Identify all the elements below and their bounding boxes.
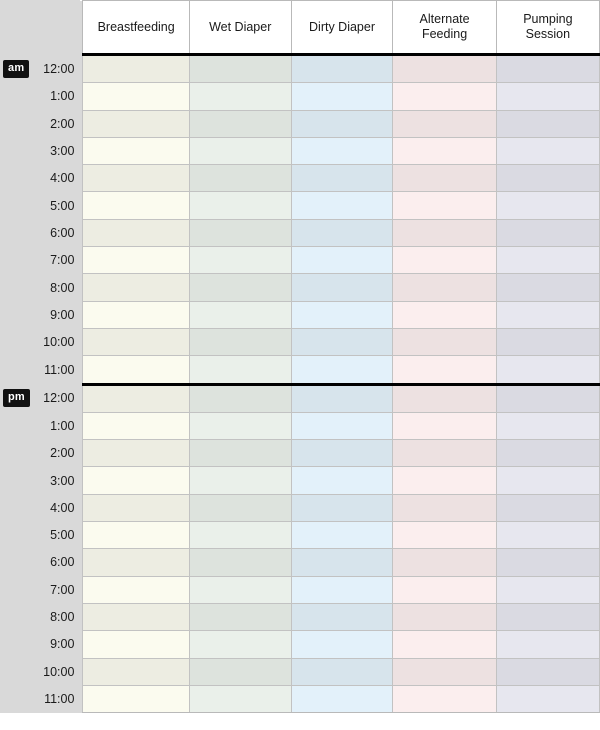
cell-breastfeeding-pm-700[interactable]	[83, 576, 189, 603]
cell-alternate-feeding-am-400[interactable]	[393, 165, 496, 192]
cell-pumping-session-pm-1000[interactable]	[496, 658, 599, 685]
tracker-row	[0, 467, 600, 494]
cell-breastfeeding-am-1000[interactable]	[83, 328, 189, 355]
cell-alternate-feeding-pm-300[interactable]	[393, 467, 496, 494]
time-label-pm-100	[0, 412, 83, 439]
cell-alternate-feeding-am-200[interactable]	[393, 110, 496, 137]
cell-pumping-session-pm-100[interactable]	[496, 412, 599, 439]
cell-alternate-feeding-am-1200[interactable]	[393, 55, 496, 83]
cell-dirty-diaper-am-1200[interactable]	[291, 55, 393, 83]
cell-wet-diaper-pm-100[interactable]	[189, 412, 291, 439]
period-badge-pm: pm	[3, 389, 30, 407]
cell-pumping-session-am-500[interactable]	[496, 192, 599, 219]
cell-pumping-session-pm-700[interactable]	[496, 576, 599, 603]
tracker-row	[0, 110, 600, 137]
cell-dirty-diaper-pm-400[interactable]	[291, 494, 393, 521]
cell-dirty-diaper-am-200[interactable]	[291, 110, 393, 137]
cell-dirty-diaper-am-400[interactable]	[291, 165, 393, 192]
tracker-row	[0, 522, 600, 549]
time-label-am-400	[0, 165, 83, 192]
cell-alternate-feeding-pm-100[interactable]	[393, 412, 496, 439]
cell-wet-diaper-am-600[interactable]	[189, 219, 291, 246]
cell-breastfeeding-am-800[interactable]	[83, 274, 189, 301]
cell-alternate-feeding-am-300[interactable]	[393, 137, 496, 164]
cell-dirty-diaper-pm-1000[interactable]	[291, 658, 393, 685]
time-label-text: 7:00	[50, 582, 75, 597]
tracker-row	[0, 55, 600, 83]
cell-breastfeeding-am-900[interactable]	[83, 301, 189, 328]
cell-dirty-diaper-pm-900[interactable]	[291, 631, 393, 658]
cell-breastfeeding-am-200[interactable]	[83, 110, 189, 137]
cell-wet-diaper-am-500[interactable]	[189, 192, 291, 219]
cell-wet-diaper-pm-200[interactable]	[189, 440, 291, 467]
cell-wet-diaper-am-700[interactable]	[189, 247, 291, 274]
corner-cell	[0, 1, 83, 55]
cell-dirty-diaper-am-600[interactable]	[291, 219, 393, 246]
tracker-row	[0, 384, 600, 412]
cell-dirty-diaper-pm-100[interactable]	[291, 412, 393, 439]
cell-alternate-feeding-pm-1000[interactable]	[393, 658, 496, 685]
cell-pumping-session-am-1200[interactable]	[496, 55, 599, 83]
cell-breastfeeding-am-400[interactable]	[83, 165, 189, 192]
cell-alternate-feeding-am-800[interactable]	[393, 274, 496, 301]
time-label-pm-700	[0, 576, 83, 603]
cell-wet-diaper-am-800[interactable]	[189, 274, 291, 301]
time-label-am-200	[0, 110, 83, 137]
cell-wet-diaper-pm-600[interactable]	[189, 549, 291, 576]
cell-dirty-diaper-pm-800[interactable]	[291, 603, 393, 630]
cell-breastfeeding-pm-1000[interactable]	[83, 658, 189, 685]
tracker-row	[0, 165, 600, 192]
tracker-row	[0, 356, 600, 384]
cell-wet-diaper-am-1200[interactable]	[189, 55, 291, 83]
time-label-pm-800	[0, 603, 83, 630]
time-label-text: 8:00	[50, 610, 75, 625]
cell-pumping-session-am-200[interactable]	[496, 110, 599, 137]
cell-breastfeeding-am-500[interactable]	[83, 192, 189, 219]
tracker-row	[0, 83, 600, 110]
cell-pumping-session-pm-400[interactable]	[496, 494, 599, 521]
tracker-row	[0, 631, 600, 658]
cell-breastfeeding-pm-300[interactable]	[83, 467, 189, 494]
cell-wet-diaper-pm-800[interactable]	[189, 603, 291, 630]
cell-breastfeeding-pm-600[interactable]	[83, 549, 189, 576]
time-label-text: 11:00	[44, 362, 75, 377]
time-label-pm-900	[0, 631, 83, 658]
cell-pumping-session-am-100[interactable]	[496, 83, 599, 110]
cell-dirty-diaper-am-700[interactable]	[291, 247, 393, 274]
time-label-text: 4:00	[50, 500, 75, 515]
cell-wet-diaper-am-100[interactable]	[189, 83, 291, 110]
cell-pumping-session-pm-300[interactable]	[496, 467, 599, 494]
cell-pumping-session-am-300[interactable]	[496, 137, 599, 164]
time-label-text: 6:00	[50, 555, 75, 570]
tracker-row	[0, 658, 600, 685]
cell-dirty-diaper-am-300[interactable]	[291, 137, 393, 164]
time-label-text: 2:00	[50, 446, 75, 461]
tracker-row	[0, 412, 600, 439]
cell-wet-diaper-pm-900[interactable]	[189, 631, 291, 658]
time-label-pm-300	[0, 467, 83, 494]
cell-wet-diaper-pm-1100[interactable]	[189, 685, 291, 712]
cell-alternate-feeding-am-700[interactable]	[393, 247, 496, 274]
cell-dirty-diaper-am-1100[interactable]	[291, 356, 393, 384]
tracker-row	[0, 440, 600, 467]
cell-alternate-feeding-am-1100[interactable]	[393, 356, 496, 384]
time-label-text: 3:00	[50, 473, 75, 488]
cell-pumping-session-am-1000[interactable]	[496, 328, 599, 355]
tracker-row	[0, 685, 600, 712]
time-label-am-100	[0, 83, 83, 110]
cell-pumping-session-pm-800[interactable]	[496, 603, 599, 630]
tracker-row	[0, 137, 600, 164]
cell-pumping-session-pm-500[interactable]	[496, 522, 599, 549]
cell-dirty-diaper-am-800[interactable]	[291, 274, 393, 301]
time-label-text: 10:00	[43, 664, 75, 679]
time-label-am-800	[0, 274, 83, 301]
tracker-row	[0, 328, 600, 355]
time-label-pm-1200	[0, 384, 83, 412]
cell-pumping-session-pm-900[interactable]	[496, 631, 599, 658]
time-label-pm-400	[0, 494, 83, 521]
cell-pumping-session-am-700[interactable]	[496, 247, 599, 274]
cell-pumping-session-am-400[interactable]	[496, 165, 599, 192]
cell-dirty-diaper-am-900[interactable]	[291, 301, 393, 328]
time-label-pm-200	[0, 440, 83, 467]
cell-alternate-feeding-am-900[interactable]	[393, 301, 496, 328]
header-row	[0, 1, 600, 55]
time-label-am-1200	[0, 55, 83, 83]
cell-dirty-diaper-am-100[interactable]	[291, 83, 393, 110]
column-header-alternate-feeding: Alternate Feeding	[393, 1, 496, 55]
tracker-row	[0, 219, 600, 246]
cell-wet-diaper-pm-1200[interactable]	[189, 384, 291, 412]
cell-alternate-feeding-pm-1200[interactable]	[393, 384, 496, 412]
time-label-text: 6:00	[50, 225, 75, 240]
cell-wet-diaper-am-1100[interactable]	[189, 356, 291, 384]
tracker-table-header	[0, 1, 600, 55]
cell-dirty-diaper-am-1000[interactable]	[291, 328, 393, 355]
cell-alternate-feeding-pm-700[interactable]	[393, 576, 496, 603]
column-header-pumping-session: Pumping Session	[496, 1, 599, 55]
time-label-text: 5:00	[50, 198, 75, 213]
time-label-pm-500	[0, 522, 83, 549]
time-label-text: 3:00	[50, 144, 75, 159]
column-header-wet-diaper: Wet Diaper	[189, 1, 291, 55]
cell-dirty-diaper-pm-200[interactable]	[291, 440, 393, 467]
time-label-text: 1:00	[50, 89, 75, 104]
cell-alternate-feeding-am-1000[interactable]	[393, 328, 496, 355]
time-label-am-300	[0, 137, 83, 164]
cell-dirty-diaper-pm-500[interactable]	[291, 522, 393, 549]
cell-pumping-session-pm-1200[interactable]	[496, 384, 599, 412]
time-label-am-1000	[0, 328, 83, 355]
tracker-row	[0, 494, 600, 521]
cell-pumping-session-pm-1100[interactable]	[496, 685, 599, 712]
cell-breastfeeding-am-300[interactable]	[83, 137, 189, 164]
column-header-dirty-diaper: Dirty Diaper	[291, 1, 393, 55]
cell-wet-diaper-am-300[interactable]	[189, 137, 291, 164]
cell-alternate-feeding-am-600[interactable]	[393, 219, 496, 246]
time-label-am-700	[0, 247, 83, 274]
cell-dirty-diaper-pm-600[interactable]	[291, 549, 393, 576]
cell-dirty-diaper-pm-1100[interactable]	[291, 685, 393, 712]
cell-wet-diaper-pm-500[interactable]	[189, 522, 291, 549]
cell-wet-diaper-am-400[interactable]	[189, 165, 291, 192]
time-label-text: 2:00	[50, 116, 75, 131]
time-label-am-500	[0, 192, 83, 219]
time-label-pm-1000	[0, 658, 83, 685]
tracker-row	[0, 274, 600, 301]
cell-pumping-session-pm-600[interactable]	[496, 549, 599, 576]
cell-wet-diaper-pm-300[interactable]	[189, 467, 291, 494]
cell-breastfeeding-am-600[interactable]	[83, 219, 189, 246]
time-label-text: 12:00	[43, 61, 75, 76]
cell-wet-diaper-pm-400[interactable]	[189, 494, 291, 521]
time-label-text: 12:00	[43, 391, 75, 406]
cell-breastfeeding-am-1200[interactable]	[83, 55, 189, 83]
time-label-text: 8:00	[50, 280, 75, 295]
cell-wet-diaper-pm-1000[interactable]	[189, 658, 291, 685]
tracker-row	[0, 301, 600, 328]
cell-pumping-session-am-800[interactable]	[496, 274, 599, 301]
time-label-pm-1100	[0, 685, 83, 712]
cell-dirty-diaper-pm-700[interactable]	[291, 576, 393, 603]
time-label-text: 7:00	[50, 253, 75, 268]
cell-wet-diaper-am-1000[interactable]	[189, 328, 291, 355]
cell-dirty-diaper-pm-1200[interactable]	[291, 384, 393, 412]
cell-alternate-feeding-pm-600[interactable]	[393, 549, 496, 576]
cell-wet-diaper-am-900[interactable]	[189, 301, 291, 328]
tracker-row	[0, 192, 600, 219]
time-label-text: 1:00	[50, 419, 75, 433]
time-label-text: 10:00	[43, 335, 75, 350]
time-label-text: 5:00	[50, 528, 75, 543]
cell-alternate-feeding-am-500[interactable]	[393, 192, 496, 219]
cell-pumping-session-am-600[interactable]	[496, 219, 599, 246]
cell-wet-diaper-pm-700[interactable]	[189, 576, 291, 603]
time-label-text: 9:00	[50, 307, 75, 322]
cell-wet-diaper-am-200[interactable]	[189, 110, 291, 137]
cell-alternate-feeding-pm-1100[interactable]	[393, 685, 496, 712]
cell-pumping-session-am-900[interactable]	[496, 301, 599, 328]
period-badge-am: am	[3, 60, 29, 78]
tracker-row	[0, 247, 600, 274]
cell-alternate-feeding-pm-900[interactable]	[393, 631, 496, 658]
cell-alternate-feeding-pm-500[interactable]	[393, 522, 496, 549]
time-label-am-900	[0, 301, 83, 328]
time-label-text: 9:00	[50, 637, 75, 652]
cell-pumping-session-pm-200[interactable]	[496, 440, 599, 467]
tracker-table-body	[0, 55, 600, 713]
column-header-breastfeeding: Breastfeeding	[83, 1, 189, 55]
cell-breastfeeding-pm-500[interactable]	[83, 522, 189, 549]
cell-breastfeeding-pm-400[interactable]	[83, 494, 189, 521]
cell-alternate-feeding-pm-800[interactable]	[393, 603, 496, 630]
time-label-am-1100	[0, 356, 83, 384]
time-label-am-600	[0, 219, 83, 246]
cell-breastfeeding-pm-1100[interactable]	[83, 685, 189, 712]
cell-breastfeeding-pm-200[interactable]	[83, 440, 189, 467]
cell-pumping-session-am-1100[interactable]	[496, 356, 599, 384]
cell-breastfeeding-pm-100[interactable]	[83, 412, 189, 439]
cell-breastfeeding-pm-800[interactable]	[83, 603, 189, 630]
cell-dirty-diaper-am-500[interactable]	[291, 192, 393, 219]
cell-breastfeeding-pm-1200[interactable]	[83, 384, 189, 412]
cell-breastfeeding-am-700[interactable]	[83, 247, 189, 274]
time-label-text: 4:00	[50, 171, 75, 186]
cell-breastfeeding-pm-900[interactable]	[83, 631, 189, 658]
time-label-text: 11:00	[44, 691, 75, 706]
cell-breastfeeding-am-1100[interactable]	[83, 356, 189, 384]
cell-alternate-feeding-pm-400[interactable]	[393, 494, 496, 521]
cell-breastfeeding-am-100[interactable]	[83, 83, 189, 110]
time-label-pm-600	[0, 549, 83, 576]
cell-alternate-feeding-pm-200[interactable]	[393, 440, 496, 467]
tracker-row	[0, 576, 600, 603]
cell-alternate-feeding-am-100[interactable]	[393, 83, 496, 110]
tracker-row	[0, 549, 600, 576]
cell-dirty-diaper-pm-300[interactable]	[291, 467, 393, 494]
tracker-row	[0, 603, 600, 630]
